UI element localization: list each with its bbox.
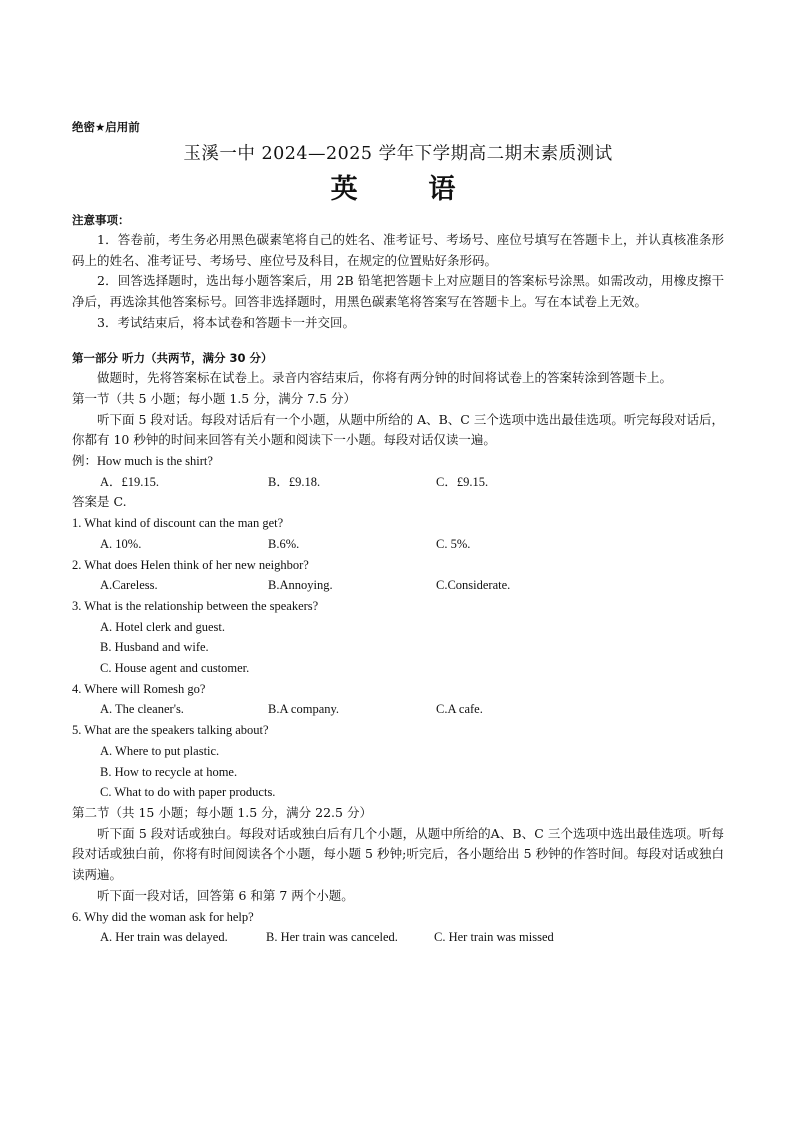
question-3-stem: 3. What is the relationship between the speakers? (72, 598, 319, 613)
question-6-options (72, 927, 724, 948)
example-options (72, 472, 724, 493)
question-6-stem: 6. Why did the woman ask for help? (72, 909, 254, 924)
option-c: C.A cafe. (436, 702, 483, 717)
option-a: A. 10%. (100, 536, 142, 551)
question-4-stem: 4. Where will Romesh go? (72, 681, 206, 696)
option-b: B. Her train was canceled. (266, 930, 398, 945)
subject-title (72, 172, 724, 208)
note-item-1: 1．答卷前，考生务必用黑色碳素笔将自己的姓名、准考证号、考场号、座位号填写在答题卡上，并认真核准条形码上的姓名、准考证号、考场号、座位号及科目，在规定的位置贴好条形码。 (72, 232, 724, 268)
question-4-options (72, 699, 724, 720)
option-b: B.A company. (268, 702, 340, 717)
example-question: 例：How much is the shirt? (72, 454, 213, 469)
section1-instruction: 听下面 5 段对话。每段对话后有一个小题，从题中所给的 A、B、C 三个选项中选出最佳选项。听完每段对话后，你都有 10 秒钟的时间来回答有关小题和阅读下一小题。每段对话仅读一遍。 (72, 411, 724, 448)
option-b: B.6%. (268, 536, 300, 551)
part1-instruction: 做题时，先将答案标在试卷上。录音内容结束后，你将有两分钟的时间将试卷上的答案转涂到答题卡上。 (97, 370, 673, 386)
option-a: A. Her train was delayed. (100, 930, 228, 945)
question-2-stem: 2. What does Helen think of her new neighbor? (72, 557, 309, 572)
section2-heading: 第二节（共 15 小题；每小题 1.5 分，满分 22.5 分） (72, 804, 372, 820)
option-a: A．£19.15. (100, 474, 160, 489)
option-b: B.Annoying. (268, 578, 333, 593)
notes-heading: 注意事项： (72, 213, 130, 227)
question-3-option-c: C. House agent and customer. (100, 661, 250, 676)
question-5-stem: 5. What are the speakers talking about? (72, 723, 269, 738)
question-3-option-a: A. Hotel clerk and guest. (100, 619, 225, 634)
section2-sub-instruction: 听下面一段对话，回答第 6 和第 7 两个小题。 (97, 887, 354, 903)
exam-content (72, 118, 724, 948)
subject-char-1: 英 (330, 174, 368, 205)
exam-title: 玉溪一中 2024—2025 学年下学期高二期末素质测试 (183, 144, 613, 164)
question-5-option-b: B. How to recycle at home. (100, 764, 238, 779)
option-a: A.Careless. (100, 578, 158, 593)
option-c: C. Her train was missed (434, 930, 554, 945)
option-c: C.Considerate. (436, 578, 511, 593)
confidential-label: 绝密★启用前 (72, 120, 140, 134)
question-3-option-b: B. Husband and wife. (100, 640, 209, 655)
part1-heading: 第一部分 听力（共两节，满分 30 分） (72, 350, 273, 365)
question-5-option-a: A. Where to put plastic. (100, 743, 220, 758)
question-1-stem: 1. What kind of discount can the man get? (72, 516, 284, 531)
note-item-2: 2．回答选择题时，选出每小题答案后，用 2B 铅笔把答题卡上对应题目的答案标号涂黑。如需改动，用橡皮擦干净后，再选涂其他答案标号。回答非选择题时，用黑色碳素笔将答案写在答题卡上。写在本试卷上无效。 (72, 273, 724, 310)
note-item-3: 3．考试结束后，将本试卷和答题卡一并交回。 (97, 314, 355, 330)
example-answer: 答案是 C. (72, 494, 127, 510)
question-5-option-c: C. What to do with paper products. (100, 785, 276, 800)
question-2-options (72, 575, 724, 596)
option-a: A. The cleaner's. (100, 702, 184, 717)
subject-char-2: 语 (428, 174, 466, 205)
option-c: C．£9.15. (436, 474, 489, 489)
option-b: B．£9.18. (268, 474, 321, 489)
spacer (72, 334, 724, 348)
section1-heading: 第一节（共 5 小题；每小题 1.5 分，满分 7.5 分） (72, 390, 357, 406)
section2-instruction: 听下面 5 段对话或独白。每段对话或独白后有几个小题，从题中所给的A、B、C 三个选项中选出最佳选项。听每段对话或独白前，你将有时间阅读各个小题，每小题 5 秒钟;听完后，各小题给出 5 秒钟的作答时间。每段对话或独白读两遍。 (72, 825, 724, 883)
option-c: C. 5%. (436, 536, 471, 551)
question-1-options (72, 534, 724, 555)
